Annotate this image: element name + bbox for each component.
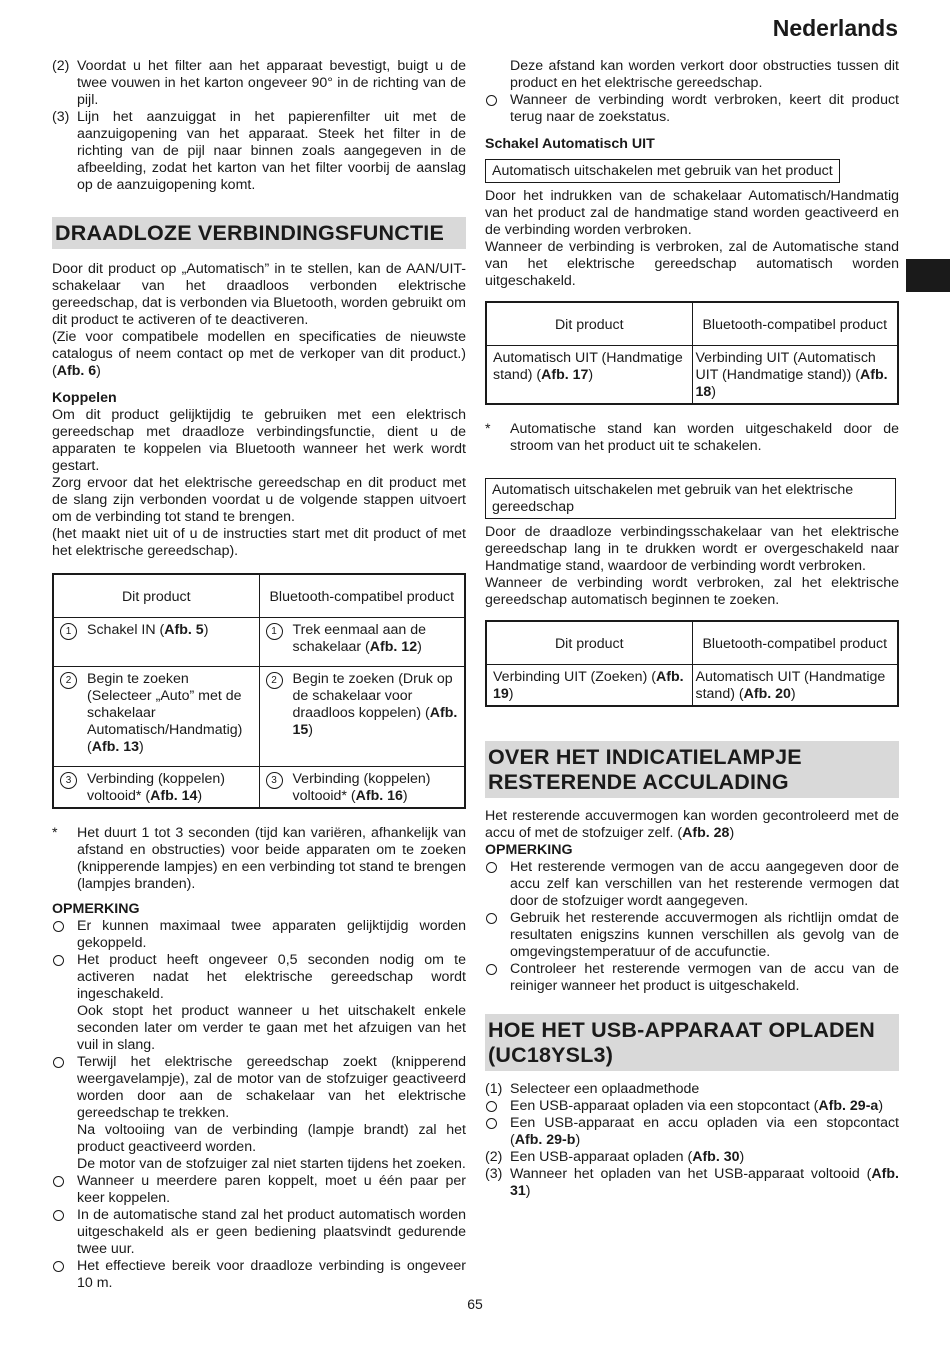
- table-header: Bluetooth-compatibel product: [259, 574, 465, 618]
- usb-option: Een USB-apparaat en accu opladen via een stopcontact (Afb. 29-b): [485, 1115, 899, 1149]
- note-heading: OPMERKING: [52, 901, 140, 917]
- note-item: Gebruik het resterende accuvermogen als richtlijn omdat de resultaten enigszins kunnen verschillen als gevolg van de omgevingstemperatuur of de accufunctie.: [485, 910, 899, 961]
- note-item: Wanneer u meerdere paren koppelt, moet u één paar per keer koppelen.: [52, 1173, 466, 1207]
- usb-step: (1) Selecteer een oplaadmethode: [485, 1081, 700, 1097]
- indicator-text: Het resterende accuvermogen kan worden gecontroleerd met de accu of met de stofzuiger zelf. (Afb. 28): [485, 808, 899, 841]
- table-footnote: * Het duurt 1 tot 3 seconden (tijd kan variëren, afhankelijk van afstand en obstructies) voor beide apparaten om te zoeken (knipperende lampjes) en een verbinding tot stand te brengen (lampjes branden).: [52, 825, 466, 892]
- language-title: Nederlands: [772, 15, 898, 41]
- pairing-heading: Koppelen: [52, 390, 117, 406]
- usb-step: (2) Een USB-apparaat opladen (Afb. 30): [485, 1149, 745, 1165]
- table-row: Automatisch UIT (Handmatige stand) (Afb. 17) Verbinding UIT (Automatisch UIT (Handmatige stand)) (Afb. 18): [486, 346, 898, 405]
- left-column: [52, 58, 466, 1292]
- table-header: Bluetooth-compatibel product: [692, 302, 898, 346]
- usb-section-heading: HOE HET USB-APPARAAT OPLADEN (UC18YSL3): [485, 1014, 899, 1071]
- note-item: Controleer het resterende vermogen van de accu van de reiniger wanneer het product is uitgeschakeld.: [485, 961, 899, 995]
- wireless-intro: Door dit product op „Automatisch” in te stellen, kan de AAN/UIT-schakelaar van het draadloos verbonden elektrische gereedschap, dat is verbonden via Bluetooth, worden gebruikt om dit product te activeren of te deactiveren.: [52, 261, 466, 328]
- right-column: [485, 58, 899, 1200]
- wireless-note: (Zie voor compatibele modellen en specificaties de nieuwste catalogus of neem contact op met de verkoper van dit product.) (Afb. 6): [52, 329, 466, 379]
- auto-off-text: Wanneer de verbinding wordt verbroken, zal het elektrische gereedschap automatisch beginnen te zoeken.: [485, 575, 899, 608]
- table-header: Dit product: [486, 302, 692, 346]
- boxed-subheading: Automatisch uitschakelen met gebruik van het elektrische gereedschap: [485, 478, 896, 519]
- table-row: 1 Schakel IN (Afb. 5) 1 Trek eenmaal aan de schakelaar (Afb. 12): [53, 618, 465, 667]
- table-footnote: * Automatische stand kan worden uitgeschakeld door de stroom van het product uit te schakelen.: [485, 421, 899, 454]
- note-item: Het resterende vermogen van de accu aangegeven door de accu zelf kan verschillen van het resterende vermogen dat door de stofzuiger wordt aangegeven.: [485, 859, 899, 910]
- range-continuation: Deze afstand kan worden verkort door obstructies tussen dit product en het elektrische gereedschap.: [510, 58, 899, 91]
- usb-option: Een USB-apparaat opladen via een stopcontact (Afb. 29-a): [485, 1098, 899, 1115]
- note-item: Er kunnen maximaal twee apparaten gelijktijdig worden gekoppeld.: [52, 918, 466, 952]
- note-heading: OPMERKING: [485, 842, 573, 858]
- pairing-text: (het maakt niet uit of u de instructies start met dit product of met het elektrische gereedschap).: [52, 526, 466, 559]
- table-header: Dit product: [53, 574, 259, 618]
- note-continuation: De motor van de stofzuiger zal niet starten tijdens het zoeken.: [77, 1156, 466, 1172]
- filter-step: (3) Lijn het aanzuiggat in het papierenfilter uit met de aanzuigopening van het apparaat. Steek het filter in de richting van de pijl naar binnen zoals aangegeven in de afbeelding, zodat het karton van het filter voorbij de aanslag op de aanzuigopening komt.: [52, 109, 466, 193]
- note-item: Het effectieve bereik voor draadloze verbinding is ongeveer 10 m.: [52, 1258, 466, 1292]
- section-tab-marker: [906, 259, 950, 292]
- table-row: Verbinding UIT (Zoeken) (Afb. 19) Automatisch UIT (Handmatige stand) (Afb. 20): [486, 665, 898, 707]
- indicator-section-heading: OVER HET INDICATIELAMPJE RESTERENDE ACCULADING: [485, 741, 899, 798]
- table-header: Bluetooth-compatibel product: [692, 621, 898, 665]
- pairing-text: Zorg ervoor dat het elektrische gereedschap en dit product met de slang zijn verbonden voordat u de volgende stappen uitvoert om de verbinding tot stand te brengen.: [52, 475, 466, 525]
- note-item: In de automatische stand zal het product automatisch worden uitgeschakeld als er geen bediening plaatsvindt gedurende twee uur.: [52, 1207, 466, 1258]
- pairing-text: Om dit product gelijktijdig te gebruiken met een elektrisch gereedschap met draadloze verbindingsfunctie, dient u de apparaten te koppelen via Bluetooth wanneer het werk wordt gestart.: [52, 407, 466, 474]
- boxed-subheading: Automatisch uitschakelen met gebruik van het product: [485, 159, 840, 183]
- pairing-table: [52, 573, 466, 809]
- auto-off-text: Door het indrukken van de schakelaar Automatisch/Handmatig van het product zal de handmatige stand worden geactiveerd en de verbinding worden verbroken.: [485, 188, 899, 238]
- usb-step: (3) Wanneer het opladen van het USB-apparaat voltooid (Afb. 31): [485, 1166, 899, 1199]
- note-continuation: Ook stopt het product wanneer u het uitschakelt enkele seconden later om verder te gaan met het afzuigen van het vuil in slang.: [77, 1003, 466, 1053]
- auto-off-text: Door de draadloze verbindingsschakelaar van het elektrische gereedschap lang in te drukken wordt er overgeschakeld naar Handmatige stand, waardoor de verbinding wordt verbroken.: [485, 524, 899, 574]
- auto-off-heading: Schakel Automatisch UIT: [485, 136, 655, 152]
- note-item: Terwijl het elektrische gereedschap zoekt (knipperend weergavelampje), zal de motor van de stofzuiger geactiveerd worden door aan de schakelaar van het elektrische gereedschap te trekken.: [52, 1054, 466, 1122]
- wireless-section-heading: DRAADLOZE VERBINDINGSFUNCTIE: [52, 217, 466, 249]
- table-row: 3 Verbinding (koppelen) voltooid* (Afb. 14) 3 Verbinding (koppelen) voltooid* (Afb. 16): [53, 767, 465, 809]
- auto-off-table: [485, 301, 899, 405]
- table-row: 2 Begin te zoeken (Selecteer „Auto” met de schakelaar Automatisch/Handmatig) (Afb. 13) 2 Begin te zoeken (Druk op de schakelaar voor draadloos koppelen) (Afb. 15): [53, 667, 465, 767]
- page-number: 65: [467, 1296, 483, 1312]
- note-continuation: Na voltooiing van de verbinding (lampje brandt) zal het product geactiveerd worden.: [77, 1122, 466, 1155]
- auto-off-text: Wanneer de verbinding is verbroken, zal de Automatische stand van het elektrische gereedschap automatisch worden uitgeschakeld.: [485, 239, 899, 289]
- note-item: Wanneer de verbinding wordt verbroken, keert dit product terug naar de zoekstatus.: [485, 92, 899, 126]
- auto-off-table: [485, 620, 899, 707]
- table-header: Dit product: [486, 621, 692, 665]
- filter-step: (2) Voordat u het filter aan het apparaat bevestigt, buigt u de twee vouwen in het karton ongeveer 90° in de richting van de pijl.: [52, 58, 466, 108]
- note-item: Het product heeft ongeveer 0,5 seconden nodig om te activeren nadat het elektrische gereedschap wordt ingeschakeld.: [52, 952, 466, 1003]
